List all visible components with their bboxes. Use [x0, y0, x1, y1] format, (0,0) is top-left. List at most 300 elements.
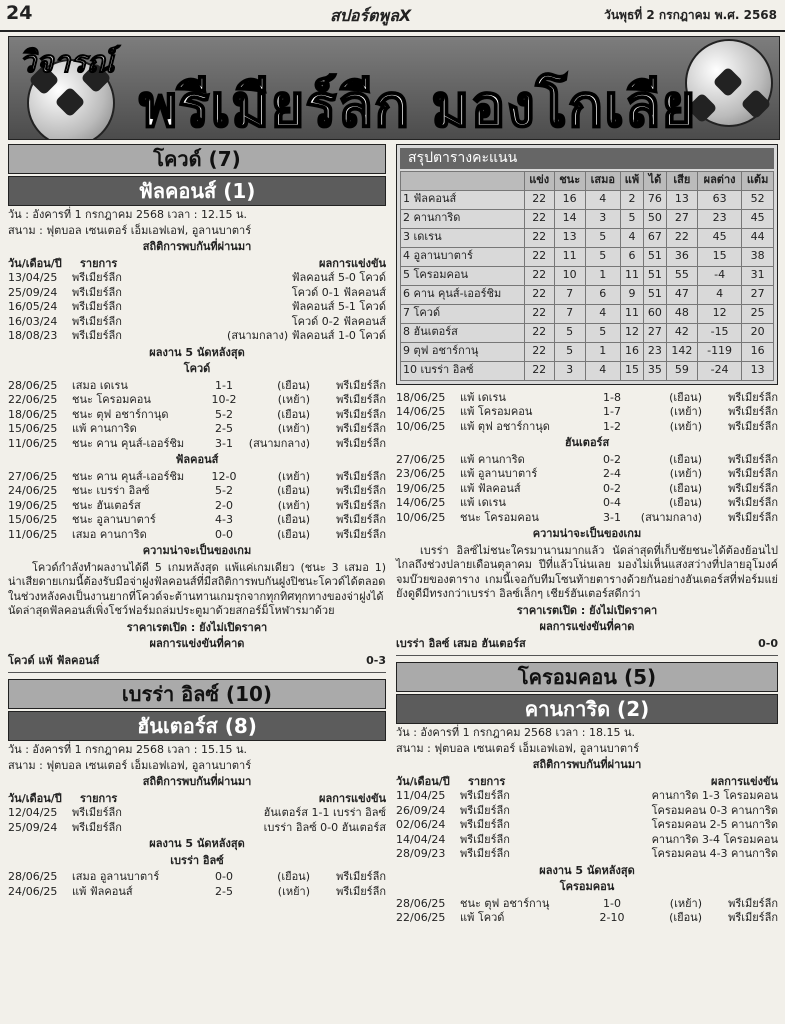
- standings-cell: 6: [585, 285, 620, 304]
- result-opponent: เสมอ อูลานบาตาร์: [72, 870, 160, 883]
- standings-team: 2 คานการิด: [401, 209, 525, 228]
- result-row: [8, 885, 386, 900]
- standings-cell: 27: [644, 323, 667, 342]
- h2h-competition: พรีเมียร์ลีก: [72, 820, 122, 834]
- result-venue: (เยือน): [277, 870, 310, 883]
- section-kicker: วิจารณ์: [19, 45, 115, 80]
- h2h-date: 16/05/24: [8, 300, 58, 313]
- result-competition: พรีเมียร์ลีก: [728, 496, 778, 509]
- standings-cell: 1: [585, 266, 620, 285]
- h2h-result: โครอมคอน 0-3 คานการิด: [651, 803, 778, 817]
- standings-team: 8 ฮันเตอร์ส: [401, 323, 525, 342]
- result-date: 28/06/25: [8, 870, 58, 883]
- result-opponent: ชนะ ตุฟ อชาร์กานุด: [72, 407, 169, 421]
- result-score: 0-2: [603, 481, 621, 495]
- standings-cell: 22: [524, 323, 554, 342]
- standings-cell: 22: [524, 228, 554, 247]
- standings-cell: 3: [585, 209, 620, 228]
- h2h-result: โครอมคอน 2-5 คานการิด: [651, 818, 778, 831]
- standings-cell: 22: [524, 342, 554, 361]
- result-competition: พรีเมียร์ลีก: [336, 884, 386, 898]
- result-competition: พรีเมียร์ลีก: [728, 405, 778, 418]
- result-row: [8, 484, 386, 499]
- headline-banner: [8, 36, 780, 140]
- match1-home-last5: [8, 379, 386, 452]
- result-score: 2-5: [215, 422, 233, 435]
- standings-cell: 10: [554, 266, 585, 285]
- result-row: [8, 528, 386, 543]
- standings-cell: 51: [644, 247, 667, 266]
- result-date: 11/06/25: [8, 527, 58, 541]
- football-icon: [685, 39, 773, 127]
- result-row: [8, 379, 386, 394]
- match2-away-last5: [396, 453, 778, 526]
- result-competition: พรีเมียร์ลีก: [728, 510, 778, 524]
- h2h-date: 12/04/25: [8, 806, 58, 819]
- match3-h2h-header: วัน/เดือน/ปี รายการ ผลการแข่งขัน: [396, 774, 778, 788]
- result-score: 1-2: [603, 419, 621, 433]
- match2-analysis-title: ความน่าจะเป็นของเกม: [532, 527, 642, 540]
- h2h-competition: พรีเมียร์ลีก: [72, 329, 122, 342]
- result-row: [396, 420, 778, 435]
- standings-cell: 12: [697, 304, 741, 323]
- result-competition: พรีเมียร์ลีก: [336, 527, 386, 541]
- standings-cell: 4: [585, 304, 620, 323]
- standings-cell: 15: [620, 361, 643, 380]
- result-row: [8, 499, 386, 514]
- match1-analysis-title: ความน่าจะเป็นของเกม: [142, 544, 252, 557]
- result-score: 2-4: [603, 467, 621, 480]
- match2-home-team: เบรร่า อิลซ์ (10): [8, 679, 386, 709]
- result-score: 2-10: [599, 911, 625, 924]
- h2h-date: 26/09/24: [396, 803, 446, 817]
- result-row: [396, 511, 778, 526]
- standings-cell: 4: [697, 285, 741, 304]
- standings-cell: 20: [742, 323, 774, 342]
- result-date: 15/06/25: [8, 422, 58, 435]
- match2-home-last5: [8, 870, 386, 899]
- page-number: 24: [6, 2, 33, 24]
- result-row: [396, 391, 778, 406]
- standings-cell: 7: [554, 304, 585, 323]
- standings-cell: 59: [666, 361, 697, 380]
- standings-cell: 51: [644, 266, 667, 285]
- match3-home-name: โครอมคอน: [559, 880, 615, 893]
- result-row: [396, 897, 778, 912]
- standings-cell: 11: [620, 304, 643, 323]
- match2-h2h-list: [8, 806, 386, 835]
- result-score: 3-1: [215, 436, 233, 450]
- standings-cell: 142: [666, 342, 697, 361]
- result-competition: พรีเมียร์ลีก: [336, 870, 386, 883]
- standings-column-header: [401, 171, 525, 190]
- result-opponent: ชนะ ตุฟ อชาร์กานุ: [460, 896, 550, 910]
- match2-analysis: เบรร่า อิลซ์ไม่ชนะใครมานานมากแล้ว นัดล่าสุดที่เก็บชัยชนะได้ต้องย้อนไปไกลถึงช่วงปลายเดือนตุลาคม ปีที่แล้วโน่นเลย มองไม่เห็นแสงสว่างที่ปลายอุโมงค์ จมบ๊วยของตาราง เกมนี้เจอกับทีมโซนท้ายตารางด้วยกันอย่างฮันเตอร์สที่ฟอร์มแย่ ยังดูดีมีทรงกว่าเบรร่า อิลซ์เล็กๆ เชียร์ฮันเตอร์สดีกว่า: [396, 543, 778, 600]
- h2h-competition: พรีเมียร์ลีก: [460, 818, 510, 831]
- standings-cell: 4: [585, 190, 620, 209]
- match2-away-name: ฮันเตอร์ส: [564, 436, 610, 449]
- h2h-result: ฮันเตอร์ส 1-1 เบรร่า อิลซ์: [263, 806, 386, 819]
- standings-cell: 11: [620, 266, 643, 285]
- standings-cell: 27: [666, 209, 697, 228]
- standings-team: 3 เดเรน: [401, 228, 525, 247]
- standings-cell: 5: [585, 228, 620, 247]
- standings-column-header: เสีย: [666, 171, 697, 190]
- result-row: [8, 513, 386, 528]
- result-competition: พรีเมียร์ลีก: [336, 436, 386, 450]
- match1-analysis: โควด์กำลังทำผลงานได้ดี 5 เกมหลังสุด แพ้แค่เกมเดียว (ชนะ 3 เสมอ 1) น่าเสียดายเกมนี้ต้องรับมือจ่าฝูงฟัลคอนส์ที่มีสถิติการพบกันฝูงปิชนะโควด์ได้ตลอดในช่วงหลังคงเป็นงานยากที่โควด์จะต้านทานเกมรุกจากทุกทิศทุกทางของจ่าฝูงได้ นัดล่าสุดฟัลคอนส์เพิ่งโชว์ฟอร์มถล่มประตูมาด้วยสกอร์ม็โหฬารมาด้วย: [8, 560, 386, 617]
- result-opponent: ชนะ เบรร่า อิลซ์: [72, 484, 150, 497]
- page-headline: พรีเมียร์ลีก มองโกเลีย: [139, 72, 697, 140]
- match1-venue: สนาม : ฟุตบอล เซนเตอร์ เอ็มเอฟเอฟ, อูลานบาตาร์: [8, 223, 252, 237]
- result-date: 19/06/25: [8, 498, 58, 512]
- result-date: 23/06/25: [396, 467, 446, 480]
- result-row: [396, 496, 778, 511]
- match1-away-name: ฟัลคอนส์: [175, 453, 219, 466]
- h2h-row: [8, 821, 386, 836]
- h2h-row: [8, 806, 386, 821]
- standings-cell: 22: [524, 304, 554, 323]
- result-row: [8, 470, 386, 485]
- h2h-competition: พรีเมียร์ลีก: [460, 803, 510, 817]
- standings-cell: 5: [554, 342, 585, 361]
- result-date: 28/06/25: [396, 896, 446, 910]
- result-venue: (เหย้า): [669, 405, 702, 418]
- match1-kickoff: วัน : อังคารที่ 1 กรกฎาคม 2568 เวลา : 12.15 น.: [8, 208, 248, 221]
- result-opponent: แพ้ โควด์: [460, 911, 505, 924]
- standings-cell: -15: [697, 323, 741, 342]
- standings-cell: 22: [524, 361, 554, 380]
- h2h-result: คานการิด 1-3 โครอมคอน: [651, 789, 778, 802]
- match1-h2h-title: สถิติการพบกันที่ผ่านมา: [142, 240, 252, 253]
- result-score: 12-0: [211, 469, 237, 483]
- standings-column-header: ชนะ: [554, 171, 585, 190]
- result-venue: (เยือน): [669, 390, 702, 404]
- result-opponent: ชนะ อูลานบาตาร์: [72, 513, 156, 526]
- standings-team: 7 โควด์: [401, 304, 525, 323]
- standings-cell: 60: [644, 304, 667, 323]
- result-venue: (สนามกลาง): [248, 436, 310, 450]
- h2h-result: โครอมคอน 4-3 คานการิด: [651, 847, 778, 860]
- result-date: 10/06/25: [396, 510, 446, 524]
- result-opponent: แพ้ เดเรน: [460, 390, 506, 404]
- standings-cell: 15: [697, 247, 741, 266]
- result-competition: พรีเมียร์ลีก: [336, 484, 386, 497]
- result-date: 11/06/25: [8, 436, 58, 450]
- h2h-result: ฟัลคอนส์ 5-1 โควด์: [291, 300, 386, 313]
- standings-row: [401, 190, 774, 209]
- standings-cell: 22: [524, 209, 554, 228]
- standings-row: [401, 266, 774, 285]
- match2-predict-title: ผลการแข่งขันที่คาด: [539, 620, 635, 633]
- standings-cell: 22: [524, 247, 554, 266]
- result-opponent: แพ้ ฟัลคอนส์: [72, 884, 133, 898]
- match2-kickoff: วัน : อังคารที่ 1 กรกฎาคม 2568 เวลา : 15.15 น.: [8, 743, 248, 756]
- standings-cell: 22: [524, 285, 554, 304]
- standings-cell: 14: [554, 209, 585, 228]
- result-date: 27/06/25: [396, 452, 446, 466]
- standings-cell: 36: [666, 247, 697, 266]
- result-venue: (เหย้า): [669, 896, 702, 910]
- match2-h2h-header: วัน/เดือน/ปี รายการ ผลการแข่งขัน: [8, 791, 386, 805]
- h2h-date: 28/09/23: [396, 847, 446, 860]
- match2-home-last5-cont: [396, 391, 778, 435]
- match2-venue: สนาม : ฟุตบอล เซนเตอร์ เอ็มเอฟเอฟ, อูลานบาตาร์: [8, 758, 252, 772]
- result-venue: (เยือน): [277, 378, 310, 392]
- h2h-date: 25/09/24: [8, 285, 58, 299]
- result-score: 4-3: [215, 513, 233, 526]
- result-row: [396, 482, 778, 497]
- result-competition: พรีเมียร์ลีก: [336, 378, 386, 392]
- h2h-competition: พรีเมียร์ลีก: [72, 806, 122, 819]
- standings-title: สรุปตารางคะแนน: [400, 148, 774, 169]
- h2h-result: เบรร่า อิลซ์ 0-0 ฮันเตอร์ส: [263, 820, 386, 834]
- standings-cell: 16: [742, 342, 774, 361]
- standings-cell: -4: [697, 266, 741, 285]
- right-column: [396, 144, 778, 926]
- match1-away-team: ฟัลคอนส์ (1): [8, 176, 386, 206]
- standings-cell: 45: [697, 228, 741, 247]
- result-row: [8, 408, 386, 423]
- standings-cell: 5: [585, 247, 620, 266]
- h2h-result: โควด์ 0-1 ฟัลคอนส์: [291, 285, 386, 299]
- page-header: [0, 0, 785, 32]
- match2-odds: ราคาเรตเปิด : ยังไม่เปิดราคา: [516, 603, 658, 617]
- result-competition: พรีเมียร์ลีก: [336, 407, 386, 421]
- result-date: 19/06/25: [396, 481, 446, 495]
- result-venue: (เหย้า): [277, 884, 310, 898]
- standings-row: [401, 285, 774, 304]
- result-competition: พรีเมียร์ลีก: [728, 467, 778, 480]
- result-date: 27/06/25: [8, 469, 58, 483]
- match1-h2h-header: วัน/เดือน/ปี รายการ ผลการแข่งขัน: [8, 256, 386, 270]
- result-venue: (สนามกลาง): [640, 510, 702, 524]
- result-score: 5-2: [215, 407, 233, 421]
- result-score: 1-0: [603, 896, 621, 910]
- match1-prediction: โควด์ แพ้ ฟัลคอนส์ 0-3: [8, 653, 386, 667]
- result-competition: พรีเมียร์ลีก: [336, 469, 386, 483]
- result-venue: (เหย้า): [277, 469, 310, 483]
- result-venue: (เหย้า): [277, 422, 310, 435]
- result-venue: (เหย้า): [669, 467, 702, 480]
- h2h-competition: พรีเมียร์ลีก: [72, 285, 122, 299]
- standings-cell: 4: [585, 361, 620, 380]
- match1-away-last5: [8, 470, 386, 543]
- result-row: [8, 870, 386, 885]
- result-score: 0-0: [215, 527, 233, 541]
- h2h-date: 16/03/24: [8, 314, 58, 328]
- result-score: 1-1: [215, 378, 233, 392]
- result-score: 2-5: [215, 884, 233, 898]
- standings-cell: 67: [644, 228, 667, 247]
- result-date: 24/06/25: [8, 884, 58, 898]
- h2h-row: [396, 804, 778, 819]
- standings-cell: 3: [554, 361, 585, 380]
- h2h-row: [8, 300, 386, 315]
- standings-cell: 11: [554, 247, 585, 266]
- h2h-row: [8, 329, 386, 344]
- standings-cell: 16: [620, 342, 643, 361]
- match3-home-last5: [396, 897, 778, 926]
- h2h-competition: พรีเมียร์ลีก: [460, 789, 510, 802]
- result-score: 5-2: [215, 484, 233, 497]
- standings-cell: 5: [554, 323, 585, 342]
- standings-column-header: แข่ง: [524, 171, 554, 190]
- result-opponent: ชนะ โครอมคอน: [72, 393, 151, 406]
- result-date: 15/06/25: [8, 513, 58, 526]
- result-opponent: แพ้ ตุฟ อชาร์กานุด: [460, 419, 550, 433]
- match1-h2h-list: [8, 271, 386, 344]
- result-venue: (เยือน): [277, 484, 310, 497]
- standings-row: [401, 361, 774, 380]
- result-date: 24/06/25: [8, 484, 58, 497]
- standings-cell: 5: [620, 209, 643, 228]
- standings-team: 1 ฟัลคอนส์: [401, 190, 525, 209]
- match3-venue: สนาม : ฟุตบอล เซนเตอร์ เอ็มเอฟเอฟ, อูลานบาตาร์: [396, 741, 640, 755]
- h2h-result: คานการิด 3-4 โครอมคอน: [651, 832, 778, 846]
- standings-cell: 7: [554, 285, 585, 304]
- standings-cell: 55: [666, 266, 697, 285]
- standings-cell: 51: [644, 285, 667, 304]
- standings-cell: 13: [742, 361, 774, 380]
- result-date: 22/06/25: [396, 911, 446, 924]
- result-competition: พรีเมียร์ลีก: [336, 513, 386, 526]
- result-opponent: เสมอ เดเรน: [72, 378, 128, 392]
- result-date: 22/06/25: [8, 393, 58, 406]
- standings-cell: 25: [742, 304, 774, 323]
- match1-home-team: โควด์ (7): [8, 144, 386, 174]
- match3-away-team: คานการิด (2): [396, 694, 778, 724]
- result-row: [8, 393, 386, 408]
- standings-team: 4 อูลานบาตาร์: [401, 247, 525, 266]
- standings-team: 10 เบรร่า อิลซ์: [401, 361, 525, 380]
- standings-column-header: ผลต่าง: [697, 171, 741, 190]
- result-competition: พรีเมียร์ลีก: [728, 896, 778, 910]
- result-score: 2-0: [215, 498, 233, 512]
- result-date: 14/06/25: [396, 405, 446, 418]
- standings-column-header: เสมอ: [585, 171, 620, 190]
- standings-team: 6 คาน คุนส์-เออร์ชิม: [401, 285, 525, 304]
- result-score: 0-4: [603, 496, 621, 509]
- standings-cell: 52: [742, 190, 774, 209]
- result-venue: (เหย้า): [669, 419, 702, 433]
- h2h-result: ฟัลคอนส์ 5-0 โควด์: [291, 271, 386, 284]
- result-score: 3-1: [603, 510, 621, 524]
- standings-row: [401, 304, 774, 323]
- result-date: 10/06/25: [396, 419, 446, 433]
- result-competition: พรีเมียร์ลีก: [336, 498, 386, 512]
- standings-cell: 1: [585, 342, 620, 361]
- issue-date: วันพุธที่ 2 กรกฎาคม พ.ศ. 2568: [604, 8, 777, 22]
- standings-column-header: ได้: [644, 171, 667, 190]
- brand-logo: สปอร์ตพูลX: [330, 6, 412, 25]
- result-venue: (เยือน): [277, 407, 310, 421]
- match2-h2h-title: สถิติการพบกันที่ผ่านมา: [142, 775, 252, 788]
- match1-predict-title: ผลการแข่งขันที่คาด: [149, 637, 245, 650]
- h2h-date: 25/09/24: [8, 820, 58, 834]
- standings-cell: 5: [585, 323, 620, 342]
- h2h-competition: พรีเมียร์ลีก: [460, 847, 510, 860]
- h2h-row: [396, 847, 778, 862]
- result-opponent: แพ้ เดเรน: [460, 496, 506, 509]
- h2h-result: โควด์ 0-2 ฟัลคอนส์: [291, 314, 386, 328]
- result-row: [8, 437, 386, 452]
- standings-cell: 35: [644, 361, 667, 380]
- match3-h2h-title: สถิติการพบกันที่ผ่านมา: [532, 758, 642, 771]
- standings-cell: 16: [554, 190, 585, 209]
- result-competition: พรีเมียร์ลีก: [728, 911, 778, 924]
- result-score: 0-0: [215, 870, 233, 883]
- result-venue: (เยือน): [669, 496, 702, 509]
- result-score: 1-7: [603, 405, 621, 418]
- result-opponent: แพ้ อูลานบาตาร์: [460, 467, 538, 480]
- result-venue: (เหย้า): [277, 498, 310, 512]
- match3-kickoff: วัน : อังคารที่ 1 กรกฎาคม 2568 เวลา : 18.15 น.: [396, 726, 636, 739]
- h2h-result: (สนามกลาง) ฟัลคอนส์ 1-0 โควด์: [227, 329, 386, 342]
- standings-cell: 42: [666, 323, 697, 342]
- standings-cell: 63: [697, 190, 741, 209]
- result-venue: (เยือน): [669, 481, 702, 495]
- h2h-row: [396, 833, 778, 848]
- h2h-row: [8, 286, 386, 301]
- result-competition: พรีเมียร์ลีก: [728, 452, 778, 466]
- match2-prediction: เบรร่า อิลซ์ เสมอ ฮันเตอร์ส 0-0: [396, 636, 778, 650]
- result-venue: (เยือน): [277, 513, 310, 526]
- result-venue: (เยือน): [277, 527, 310, 541]
- result-opponent: แพ้ ฟัลคอนส์: [460, 481, 521, 495]
- standings-cell: 13: [666, 190, 697, 209]
- left-column: [8, 144, 386, 899]
- result-venue: (เยือน): [669, 911, 702, 924]
- result-venue: (เหย้า): [277, 393, 310, 406]
- result-date: 18/06/25: [8, 407, 58, 421]
- result-opponent: แพ้ คานการิด: [460, 452, 525, 466]
- match2-last5-title: ผลงาน 5 นัดหลังสุด: [149, 837, 245, 850]
- h2h-date: 11/04/25: [396, 789, 446, 802]
- h2h-date: 13/04/25: [8, 271, 58, 284]
- standings-row: [401, 247, 774, 266]
- result-competition: พรีเมียร์ลีก: [336, 422, 386, 435]
- h2h-competition: พรีเมียร์ลีก: [460, 832, 510, 846]
- standings-row: [401, 228, 774, 247]
- h2h-row: [8, 315, 386, 330]
- standings-table: [396, 144, 778, 385]
- h2h-date: 02/06/24: [396, 818, 446, 831]
- result-opponent: ชนะ คาน คุนส์-เออร์ชิม: [72, 436, 185, 450]
- result-opponent: แพ้ โครอมคอน: [460, 405, 533, 418]
- standings-cell: 9: [620, 285, 643, 304]
- result-score: 1-8: [603, 390, 621, 404]
- h2h-competition: พรีเมียร์ลีก: [72, 300, 122, 313]
- standings-cell: 22: [524, 266, 554, 285]
- standings-row: [401, 209, 774, 228]
- result-date: 28/06/25: [8, 378, 58, 392]
- result-competition: พรีเมียร์ลีก: [728, 390, 778, 404]
- standings-cell: 38: [742, 247, 774, 266]
- standings-team: 9 ตุฟ อชาร์กานุ: [401, 342, 525, 361]
- standings-cell: 45: [742, 209, 774, 228]
- result-competition: พรีเมียร์ลีก: [336, 393, 386, 406]
- match1-home-name: โควด์: [183, 362, 211, 375]
- standings-cell: 50: [644, 209, 667, 228]
- standings-cell: 22: [666, 228, 697, 247]
- result-score: 10-2: [211, 393, 237, 406]
- standings-team: 5 โครอมคอน: [401, 266, 525, 285]
- standings-cell: 22: [524, 190, 554, 209]
- h2h-date: 14/04/24: [396, 832, 446, 846]
- h2h-competition: พรีเมียร์ลีก: [72, 271, 122, 284]
- standings-column-header: แต้ม: [742, 171, 774, 190]
